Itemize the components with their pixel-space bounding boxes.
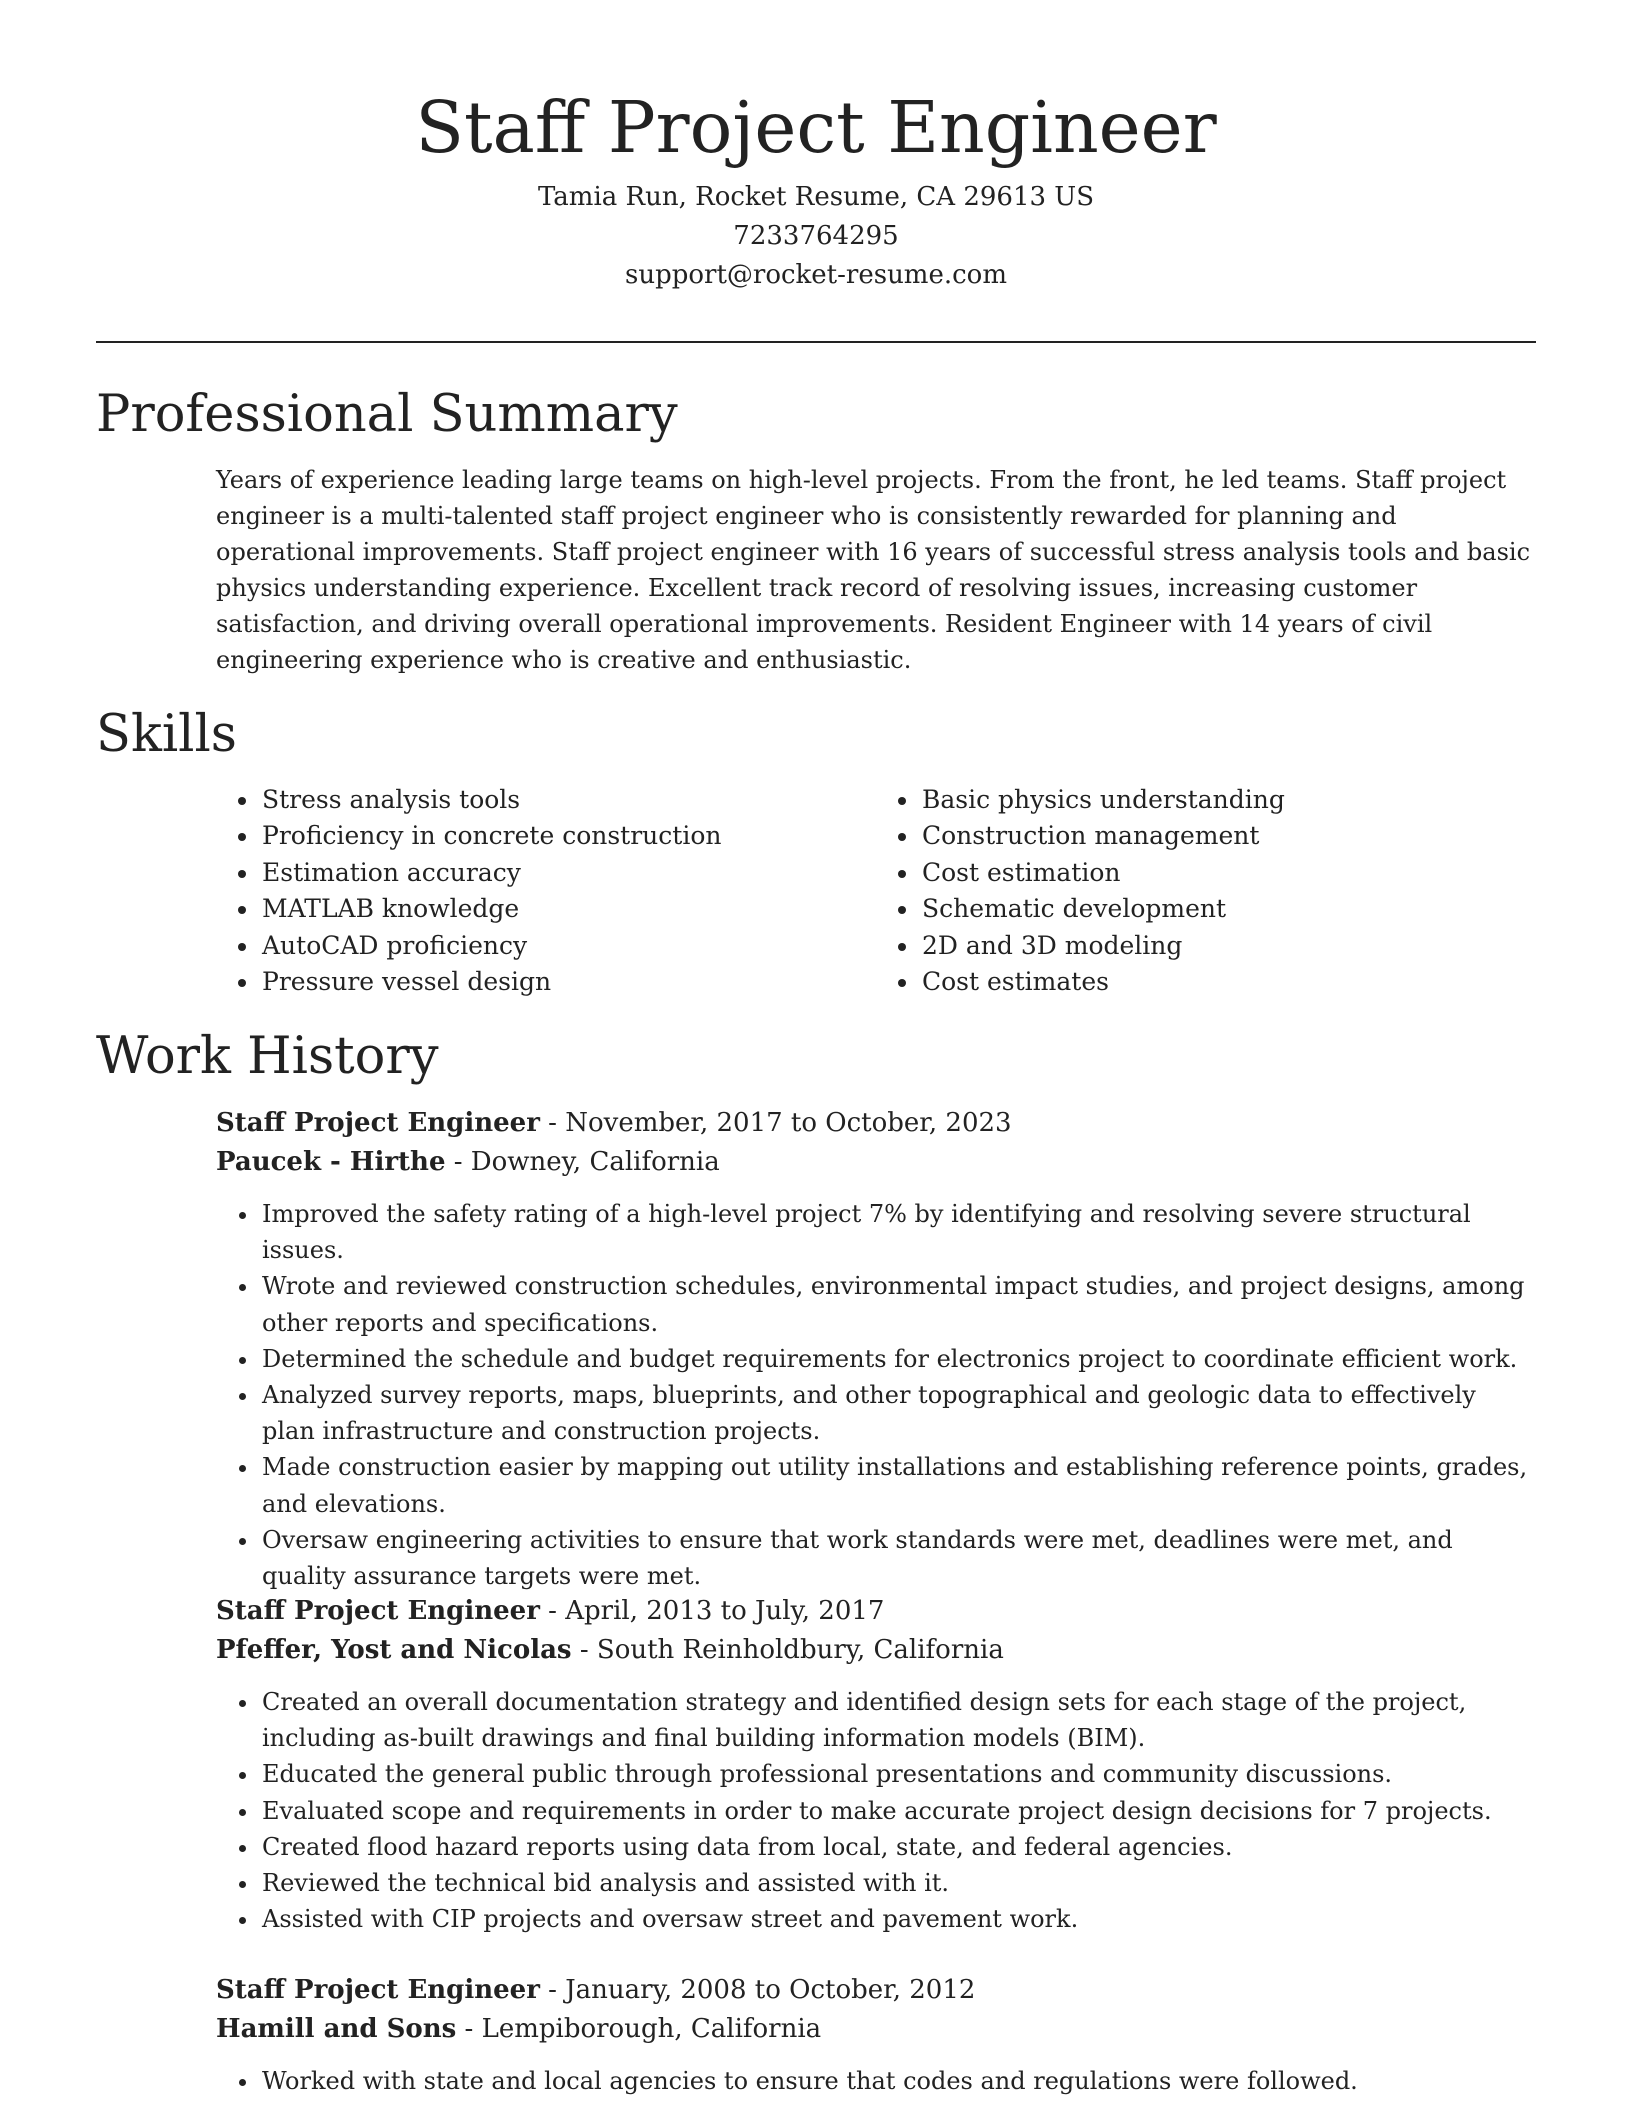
job-title: Staff Project Engineer [216,1108,540,1138]
job-title-line [216,1592,1536,1631]
job-company-line [216,1631,1536,1670]
job-bullet: • Assisted with CIP projects and oversaw street and pavement work. [260,1901,1536,1937]
skill-item: • MATLAB knowledge [260,891,876,927]
skill-item: • 2D and 3D modeling [920,928,1536,964]
job-bullets [216,1684,1536,1937]
skill-item: • Pressure vessel design [260,964,876,1000]
skill-item: • Construction management [920,818,1536,854]
skill-item: • Estimation accuracy [260,855,876,891]
job-bullet: • Educated the general public through professional presentations and community discussions. [260,1756,1536,1792]
skill-item: • Stress analysis tools [260,782,876,818]
contact-address: Tamia Run, Rocket Resume, CA 29613 US [537,182,1095,212]
job-location: - Lempiborough, California [456,2014,822,2044]
header-divider [96,341,1536,343]
job-entry [216,1592,1536,1937]
job-title-line [216,1104,1536,1143]
job-bullet: • Reviewed the technical bid analysis and assisted with it. [260,1865,1536,1901]
job-bullet: • Oversaw engineering activities to ensure that work standards were met, deadlines were met, and quality assurance targets were met. [260,1522,1536,1594]
job-bullets [216,2063,1536,2099]
job-title: Staff Project Engineer [216,1975,540,2005]
job-title: Staff Project Engineer [216,1596,540,1626]
job-dates: - April, 2013 to July, 2017 [539,1596,885,1626]
summary-text: Years of experience leading large teams on high-level projects. From the front, he led teams. Staff project engineer is a multi-talented staff project engineer who is consistently rewarded for planning and operational improvements. Staff project engineer with 16 years of successful stress analysis tools and basic physics understanding experience. Excellent track record of resolving issues, increasing customer satisfaction, and driving overall operational improvements. Resident Engineer with 14 years of civil engineering experience who is creative and enthusiastic. [216,466,1531,674]
skills-list [216,782,1536,1000]
job-location: - Downey, California [445,1147,720,1177]
skill-item: • Cost estimates [920,964,1536,1000]
resume-name: Staff Project Engineer [415,86,1217,169]
job-bullet: • Improved the safety rating of a high-level project 7% by identifying and resolving severe structural issues. [260,1196,1536,1268]
job-title-line [216,1971,1536,2010]
skills-column-left [216,782,876,1000]
work-history-heading: Work History [96,1027,439,1086]
job-bullet: • Analyzed survey reports, maps, blueprints, and other topographical and geologic data to effectively plan infrastructure and construction projects. [260,1377,1536,1449]
resume-header [0,78,1632,295]
job-bullet: • Wrote and reviewed construction schedules, environmental impact studies, and project designs, among other reports and specifications. [260,1268,1536,1340]
skill-item: • AutoCAD proficiency [260,928,876,964]
job-company: Hamill and Sons [216,2014,457,2044]
skill-item: • Proficiency in concrete construction [260,818,876,854]
skills-column-right [876,782,1536,1000]
job-bullets [216,1196,1536,1594]
job-dates: - November, 2017 to October, 2023 [539,1108,1012,1138]
job-bullet: • Created an overall documentation strategy and identified design sets for each stage of the project, including as-built drawings and final building information models (BIM). [260,1684,1536,1756]
skills-heading: Skills [96,705,237,764]
job-bullet: • Made construction easier by mapping out utility installations and establishing reference points, grades, and elevations. [260,1449,1536,1521]
skill-item: • Schematic development [920,891,1536,927]
job-dates: - January, 2008 to October, 2012 [539,1975,976,2005]
job-location: - South Reinholdbury, California [571,1635,1004,1665]
job-entry [216,1971,1536,2099]
job-company: Pfeffer, Yost and Nicolas [216,1635,572,1665]
job-bullet: • Worked with state and local agencies to ensure that codes and regulations were followed. [260,2063,1536,2099]
job-bullet: • Determined the schedule and budget requirements for electronics project to coordinate efficient work. [260,1341,1536,1377]
skill-item: • Cost estimation [920,855,1536,891]
job-bullet: • Evaluated scope and requirements in order to make accurate project design decisions for 7 projects. [260,1793,1536,1829]
contact-email: support@rocket-resume.com [624,260,1007,290]
job-company: Paucek - Hirthe [216,1147,446,1177]
job-company-line [216,1143,1536,1182]
job-bullet: • Created flood hazard reports using data from local, state, and federal agencies. [260,1829,1536,1865]
job-company-line [216,2010,1536,2049]
summary-heading: Professional Summary [96,385,678,444]
contact-phone: 7233764295 [733,221,899,251]
skill-item: • Basic physics understanding [920,782,1536,818]
job-entry [216,1104,1536,1594]
